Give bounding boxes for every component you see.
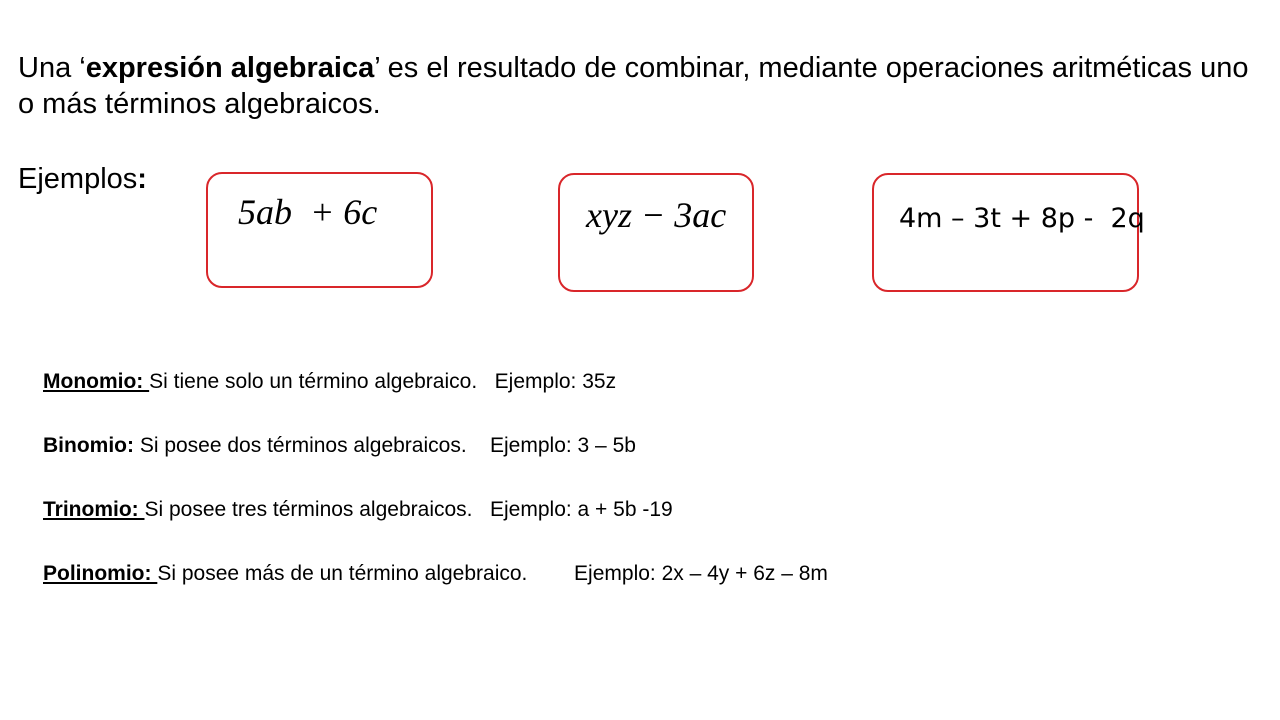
definition-term: Binomio:	[43, 434, 134, 457]
definition-term: Trinomio:	[43, 498, 145, 521]
definition-term: Monomio:	[43, 370, 150, 393]
example-expression-3: 4m – 3t + 8p - 2q	[899, 203, 1145, 234]
example-expression-2: xyz − 3ac	[586, 195, 727, 235]
definition-example: Ejemplo: 2x – 4y + 6z – 8m	[574, 562, 828, 585]
intro-prefix: Una ‘	[18, 52, 86, 84]
intro-suffix: ’ es el resultado de combinar, mediante operaciones aritméticas uno o más términos algebraicos.	[18, 52, 1249, 120]
example-box-2	[558, 173, 754, 292]
intro-paragraph	[18, 50, 1268, 122]
definition-example: Ejemplo: 35z	[494, 370, 617, 393]
examples-label	[18, 161, 147, 197]
examples-label-text: Ejemplos	[18, 163, 138, 195]
definition-description: Si posee más de un término algebraico.	[157, 562, 575, 585]
definition-binomio	[43, 432, 636, 460]
intro-bold-term: expresión algebraica	[85, 52, 375, 84]
examples-label-colon: :	[137, 163, 147, 195]
definition-example: Ejemplo: a + 5b -19	[490, 498, 673, 521]
example-expression-1: 5ab + 6c	[238, 192, 378, 232]
example-box-1	[206, 172, 433, 288]
definition-trinomio	[43, 496, 673, 524]
definition-description: Si posee tres términos algebraicos.	[144, 498, 490, 521]
definition-example: Ejemplo: 3 – 5b	[490, 434, 636, 457]
definition-polinomio	[43, 560, 828, 588]
definition-description: Si posee dos términos algebraicos.	[133, 434, 490, 457]
definition-term: Polinomio:	[43, 562, 158, 585]
example-box-3	[872, 173, 1145, 292]
definition-description: Si tiene solo un término algebraico.	[149, 370, 495, 393]
definition-monomio	[43, 368, 616, 396]
